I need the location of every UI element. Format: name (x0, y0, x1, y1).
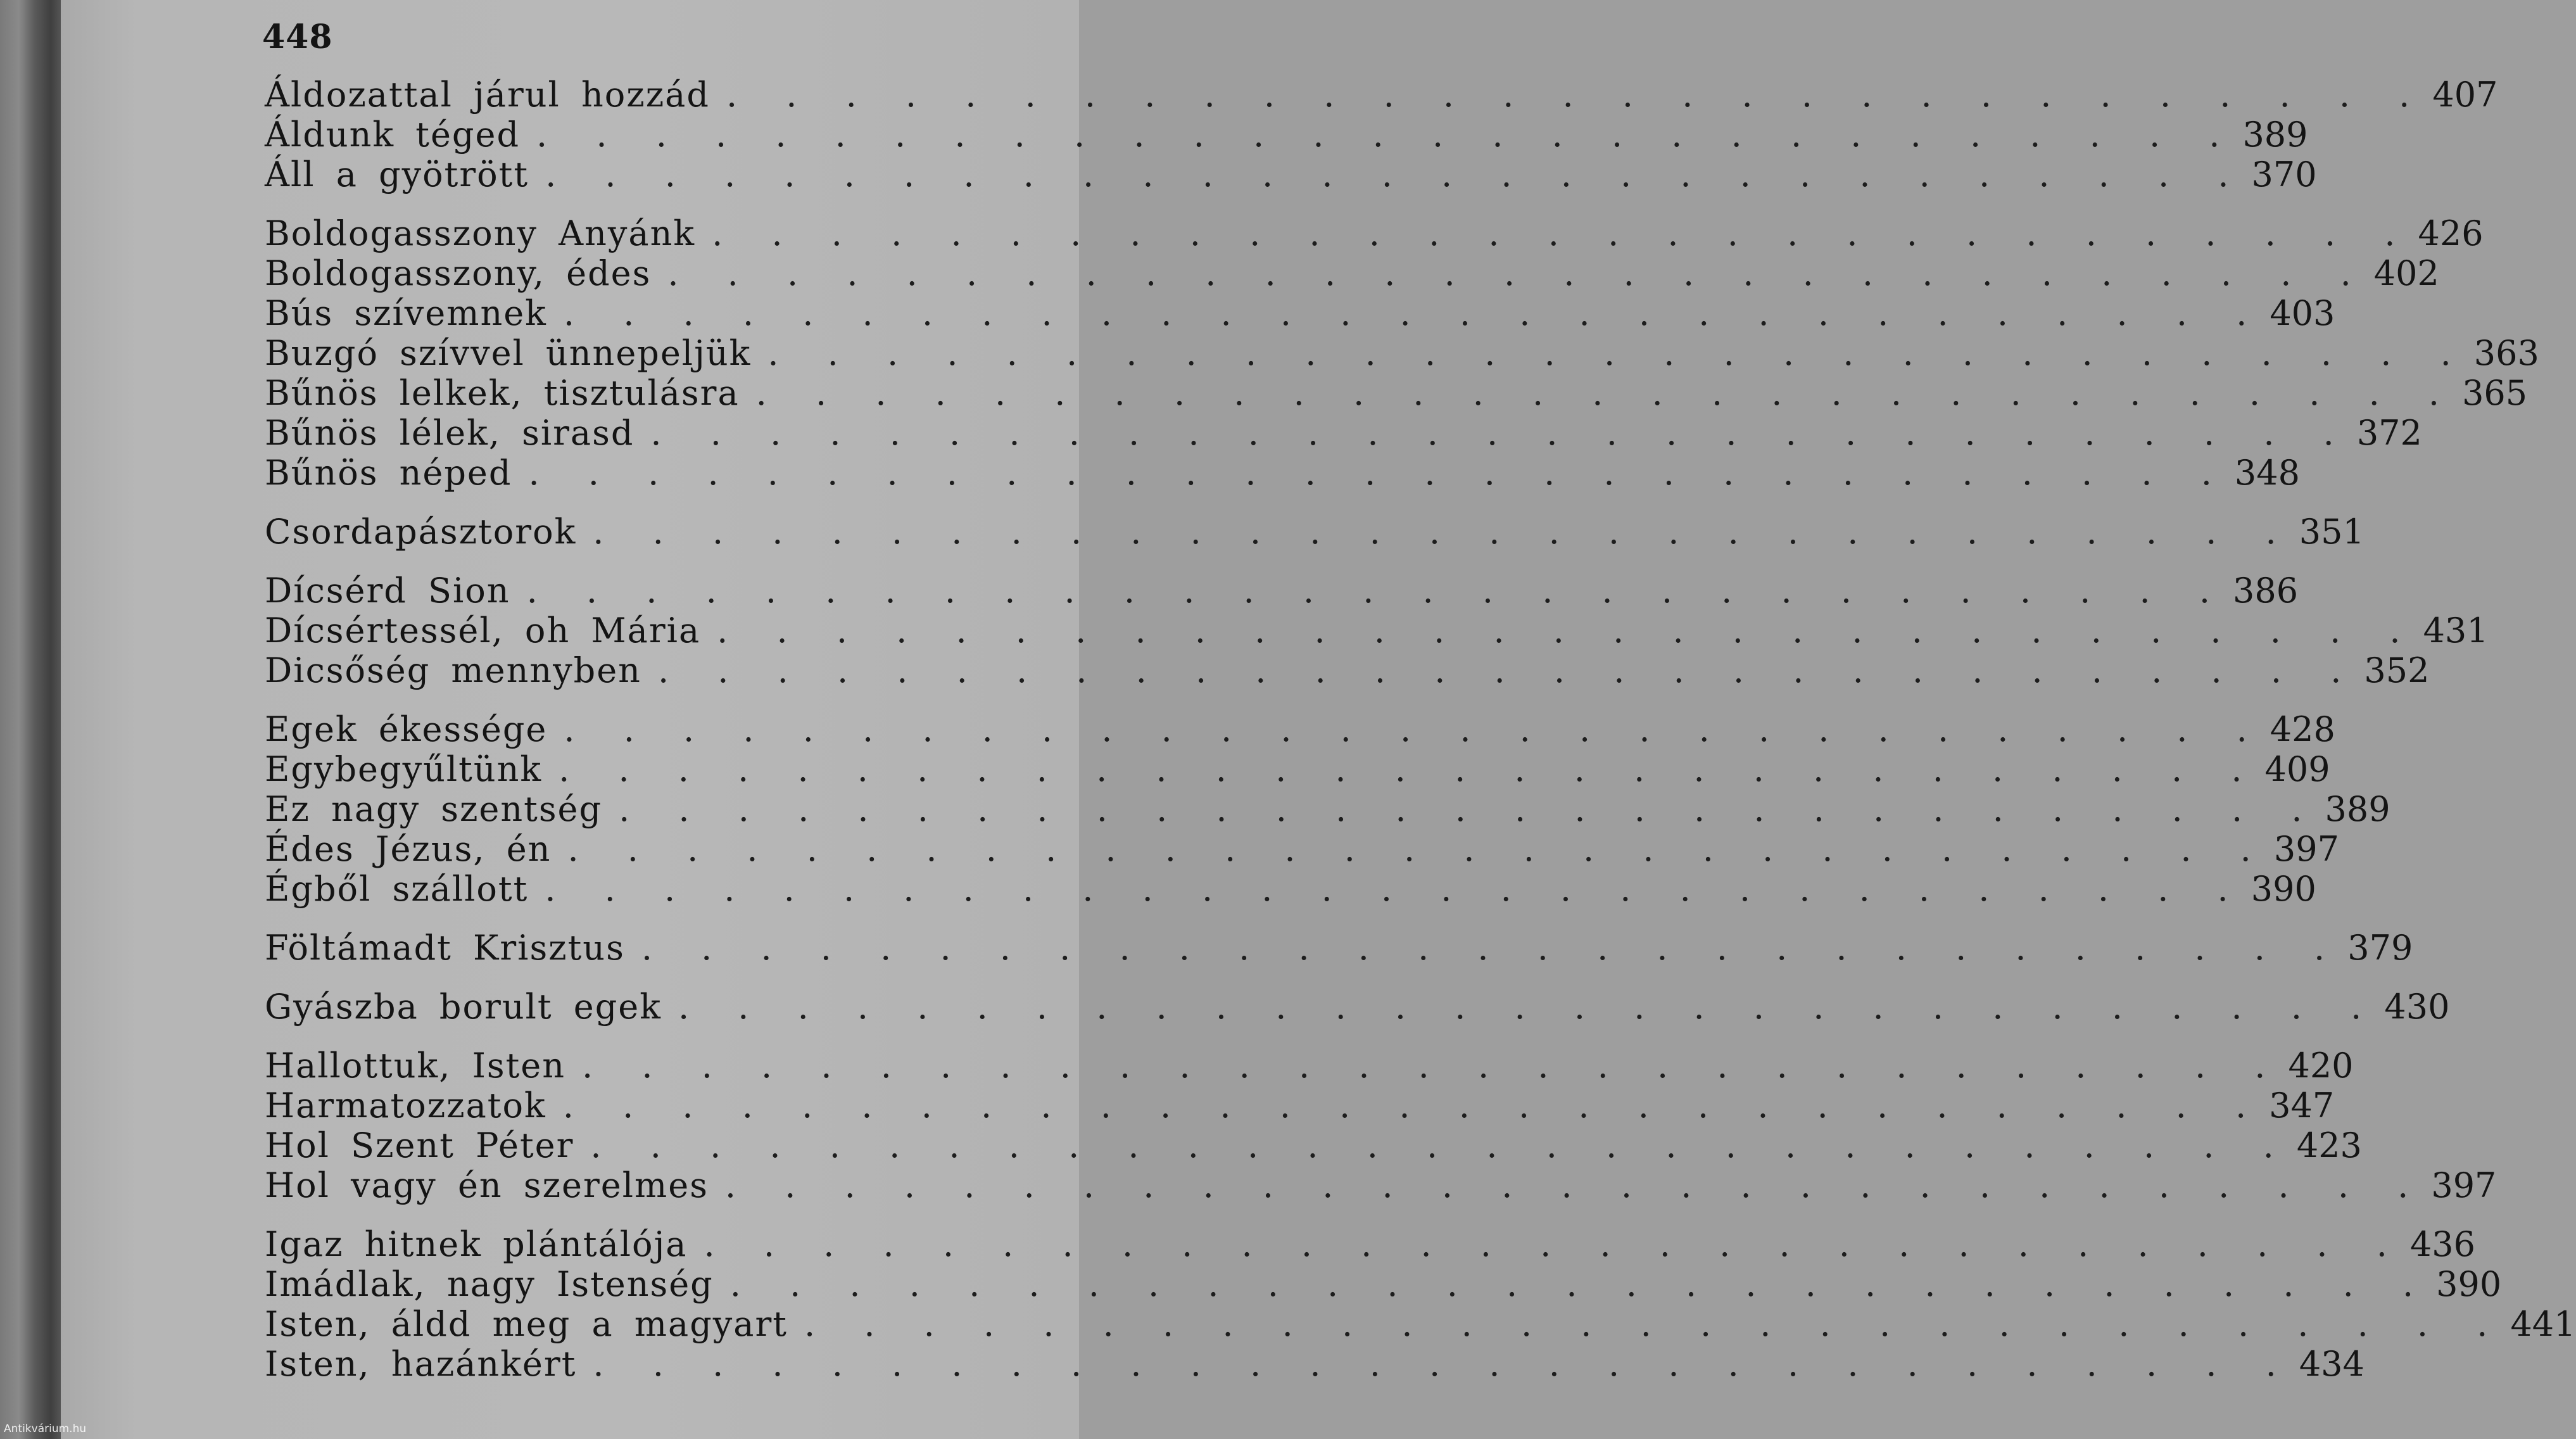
entry-page-number: 407 (2432, 75, 2498, 115)
page-number: 448 (262, 18, 333, 56)
entry-title: Isten, áldd meg a magyart (265, 1304, 788, 1344)
entry-page-number: 426 (2418, 213, 2484, 253)
index-entry (265, 512, 2364, 552)
index-entry (265, 413, 2422, 453)
entry-page-number: 363 (2473, 333, 2539, 373)
dot-leader: . . . . . . . . . . . . . . . . . . . . . . . . . . . . . (619, 789, 2321, 829)
entry-title: Bűnös lelkek, tisztulásra (265, 373, 740, 413)
dot-leader: . . . . . . . . . . . . . . . . . . . . . . . . . . . . . (582, 1046, 2285, 1086)
entry-page-number: 372 (2356, 413, 2422, 453)
entry-title: Dícsértessél, oh Mária (265, 611, 701, 650)
dot-leader: . . . . . . . . . . . . . . . . . . . . . . . . . . . . . (593, 512, 2295, 552)
entry-page-number: 420 (2288, 1046, 2354, 1086)
index-group (265, 512, 2364, 552)
entry-page-number: 347 (2269, 1086, 2335, 1125)
entry-page-number: 441 (2510, 1304, 2576, 1344)
entry-title: Dícsérd Sion (265, 571, 510, 611)
index-entry (265, 709, 2335, 749)
dot-leader: . . . . . . . . . . . . . . . . . . . . . . . . . . . . . (712, 213, 2415, 253)
index-entry (265, 155, 2317, 194)
entry-title: Áldunk téged (265, 115, 521, 155)
entry-page-number: 389 (2325, 789, 2390, 829)
dot-leader: . . . . . . . . . . . . . . . . . . . . . . . . . . . . . (562, 1086, 2266, 1125)
index-entry (265, 928, 2413, 968)
dot-leader: . . . . . . . . . . . . . . . . . . . . . . . . . . . . . (536, 115, 2239, 155)
entry-page-number: 428 (2270, 709, 2335, 749)
dot-leader: . . . . . . . . . . . . . . . . . . . . . . . . . . . . . (559, 749, 2261, 789)
dot-leader: . . . . . . . . . . . . . . . . . . . . . . . . . . . . . (767, 333, 2470, 373)
entry-title: Csordapásztorok (265, 512, 577, 552)
dot-leader: . . . . . . . . . . . . . . . . . . . . . . . . . . . . . (755, 373, 2459, 413)
watermark: Antikvárium.hu (4, 1423, 87, 1435)
entry-title: Boldogasszony Anyánk (265, 213, 696, 253)
index-entry (265, 453, 2300, 493)
entry-title: Égből szállott (265, 869, 529, 909)
entry-page-number: 430 (2384, 987, 2450, 1027)
hymn-index-list (265, 75, 2576, 1403)
index-entry (265, 987, 2450, 1027)
index-entry (265, 789, 2390, 829)
entry-title: Hol vagy én szerelmes (265, 1165, 709, 1205)
entry-page-number: 436 (2409, 1224, 2476, 1264)
index-group (265, 928, 2413, 968)
entry-title: Bús szívemnek (265, 293, 547, 333)
entry-title: Hallottuk, Isten (265, 1046, 566, 1086)
index-entry (265, 749, 2330, 789)
index-group (265, 571, 2489, 690)
dot-leader: . . . . . . . . . . . . . . . . . . . . . . . . . . . . . (804, 1304, 2507, 1344)
entry-page-number: 365 (2462, 373, 2528, 413)
index-group (265, 213, 2539, 493)
entry-title: Egybegyűltünk (265, 749, 543, 789)
index-entry (265, 1304, 2576, 1344)
entry-page-number: 409 (2264, 749, 2330, 789)
entry-title: Buzgó szívvel ünnepeljük (265, 333, 752, 373)
entry-title: Bűnös néped (265, 453, 512, 493)
dot-leader: . . . . . . . . . . . . . . . . . . . . . . . . . . . . . (704, 1224, 2406, 1264)
dot-leader: . . . . . . . . . . . . . . . . . . . . . . . . . . . . . (567, 829, 2270, 869)
index-entry (265, 333, 2539, 373)
dot-leader: . . . . . . . . . . . . . . . . . . . . . . . . . . . . . (590, 1125, 2293, 1165)
entry-page-number: 351 (2299, 512, 2364, 552)
dot-leader: . . . . . . . . . . . . . . . . . . . . . . . . . . . . . (528, 453, 2231, 493)
entry-title: Áll a gyötrött (265, 155, 529, 194)
entry-title: Édes Jézus, én (265, 829, 552, 869)
dot-leader: . . . . . . . . . . . . . . . . . . . . . . . . . . . . . (526, 571, 2229, 611)
entry-title: Ez nagy szentség (265, 789, 603, 829)
entry-page-number: 402 (2373, 253, 2439, 293)
index-entry (265, 829, 2339, 869)
entry-page-number: 390 (2436, 1264, 2502, 1304)
entry-page-number: 352 (2364, 650, 2430, 690)
dot-leader: . . . . . . . . . . . . . . . . . . . . . . . . . . . . . (563, 293, 2266, 333)
dot-leader: . . . . . . . . . . . . . . . . . . . . . . . . . . . . . (650, 413, 2353, 453)
index-group (265, 987, 2450, 1027)
index-entry (265, 1086, 2335, 1125)
entry-page-number: 397 (2431, 1165, 2497, 1205)
entry-page-number: 434 (2299, 1344, 2364, 1384)
dot-leader: . . . . . . . . . . . . . . . . . . . . . . . . . . . . . (593, 1344, 2295, 1384)
index-entry (265, 1224, 2476, 1264)
index-entry (265, 1344, 2364, 1384)
index-entry (265, 869, 2316, 909)
entry-page-number: 389 (2242, 115, 2308, 155)
index-entry (265, 1125, 2362, 1165)
book-binding-edge (0, 0, 61, 1439)
entry-page-number: 370 (2251, 155, 2317, 194)
index-entry (265, 213, 2484, 253)
index-entry (265, 253, 2439, 293)
entry-page-number: 348 (2234, 453, 2300, 493)
dot-leader: . . . . . . . . . . . . . . . . . . . . . . . . . . . . . (545, 869, 2247, 909)
entry-page-number: 397 (2273, 829, 2339, 869)
entry-title: Igaz hitnek plántálója (265, 1224, 688, 1264)
dot-leader: . . . . . . . . . . . . . . . . . . . . . . . . . . . . . (545, 155, 2248, 194)
index-group (265, 709, 2390, 909)
entry-title: Föltámadt Krisztus (265, 928, 625, 968)
entry-page-number: 423 (2296, 1125, 2362, 1165)
entry-page-number: 386 (2233, 571, 2299, 611)
index-entry (265, 373, 2528, 413)
entry-title: Bűnös lélek, sirasd (265, 413, 635, 453)
entry-page-number: 390 (2251, 869, 2316, 909)
index-entry (265, 1264, 2502, 1304)
entry-title: Isten, hazánkért (265, 1344, 577, 1384)
index-group (265, 1046, 2497, 1205)
index-entry (265, 1046, 2354, 1086)
entry-page-number: 431 (2423, 611, 2489, 650)
entry-page-number: 403 (2270, 293, 2335, 333)
entry-title: Imádlak, nagy Istenség (265, 1264, 714, 1304)
index-entry (265, 115, 2308, 155)
dot-leader: . . . . . . . . . . . . . . . . . . . . . . . . . . . . . (667, 253, 2370, 293)
index-entry (265, 611, 2489, 650)
entry-title: Áldozattal járul hozzád (265, 75, 710, 115)
index-entry (265, 75, 2498, 115)
dot-leader: . . . . . . . . . . . . . . . . . . . . . . . . . . . . . (717, 611, 2420, 650)
dot-leader: . . . . . . . . . . . . . . . . . . . . . . . . . . . . . (724, 1165, 2428, 1205)
dot-leader: . . . . . . . . . . . . . . . . . . . . . . . . . . . . . (678, 987, 2381, 1027)
dot-leader: . . . . . . . . . . . . . . . . . . . . . . . . . . . . . (564, 709, 2266, 749)
index-group (265, 75, 2498, 194)
entry-title: Hol Szent Péter (265, 1125, 574, 1165)
dot-leader: . . . . . . . . . . . . . . . . . . . . . . . . . . . . . (729, 1264, 2433, 1304)
index-entry (265, 571, 2299, 611)
index-entry (265, 650, 2430, 690)
entry-page-number: 379 (2347, 928, 2413, 968)
entry-title: Boldogasszony, édes (265, 253, 652, 293)
dot-leader: . . . . . . . . . . . . . . . . . . . . . . . . . . . . . (657, 650, 2361, 690)
index-entry (265, 1165, 2497, 1205)
entry-title: Egek ékessége (265, 709, 548, 749)
entry-title: Dicsőség mennyben (265, 650, 641, 690)
entry-title: Harmatozzatok (265, 1086, 546, 1125)
dot-leader: . . . . . . . . . . . . . . . . . . . . . . . . . . . . . (641, 928, 2344, 968)
dot-leader: . . . . . . . . . . . . . . . . . . . . . . . . . . . . . (726, 75, 2429, 115)
index-entry (265, 293, 2335, 333)
entry-title: Gyászba borult egek (265, 987, 662, 1027)
index-group (265, 1224, 2576, 1384)
